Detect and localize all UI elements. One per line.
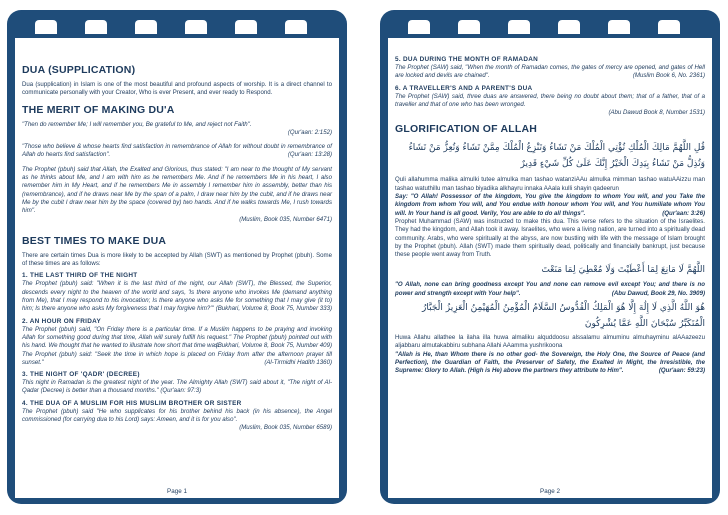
translation-1-ref: (Qur'aan: 3:26)	[662, 209, 705, 217]
time-6-heading: 6. A TRAVELLER'S AND A PARENT'S DUA	[395, 84, 533, 92]
prophet-context: Prophet Muhammad (SAW) was instructed to make this dua. This verse refers to the situation of the Israelites. They had the kingdom, and Allah took it away. Israelites, who were a living nation, are turned into a spiritually dead community. Arabs, who were spiritually at the abyss, are now bustling with life with the message of Islam brought by the Prophet (pbuh). Allah (SWT) made them spiritually dead, politically and financially bankrupt, just because these people went away from Truth.	[395, 217, 705, 259]
time-6-ref: (Abu Dawud Book 8, Number 1531)	[608, 109, 705, 117]
transliteration-3: Huwa Allahu allathee la ilaha illa huwa almaliku alquddoosu alssalamu almuminu almuhayminu alAAazeezu aljabbaru almutakabbiru subhana Allahi AAamma yushrikoona	[395, 334, 705, 350]
binder-tab	[558, 20, 580, 34]
page-2-footer: Page 2	[540, 487, 560, 495]
translation-3-ref: (Qur'aan: 59:23)	[658, 367, 705, 375]
page-2-content	[395, 56, 705, 494]
time-5-heading: 5. DUA DURING THE MONTH OF RAMADAN	[395, 56, 539, 63]
time-2-ref-2: (Al-Tirmidhi Hadith 1360)	[264, 358, 332, 366]
time-4-ref: (Muslim, Book 035, Number 6589)	[239, 424, 332, 432]
page-1-frame	[7, 10, 347, 504]
glorification-title: GLORIFICATION OF ALLAH	[395, 123, 538, 136]
page-1-footer: Page 1	[167, 487, 187, 495]
time-2-ref: (Bukhari, Volume 8, Book 75, Number 409)	[215, 342, 332, 350]
time-2-text: The Prophet (pbuh) said, "On Friday there is a particular time. If a Muslim happens to be praying and invoking Allah for something good during that time, Allah will surely fulfill his request." The Prophet (pbuh) pointed out with his hand. We thought that he wanted to illustrate how short that time was.	[22, 325, 332, 350]
binder-tab	[85, 20, 107, 34]
time-3-text: This night in Ramadan is the greatest night of the year. The Almighty Allah (SWT) said about it, "The night of Al-Qadar (Decree) is better than a thousand months." (Qur'aan: 97:3)	[22, 379, 332, 395]
page-2-sheet	[388, 38, 712, 498]
time-4-text: The Prophet (pbuh) said "He who supplicates for his brother behind his back (in his absence), the Angel commissioned (for carrying dua to his Lord) says: Ameen, and it is for you also".	[22, 407, 332, 424]
time-5-text: The Prophet (SAW) said, "When the month of Ramadan comes, the gates of mercy are opened, and gates of Hell are locked and devils are chained".	[395, 64, 705, 80]
page-1-sheet	[15, 38, 339, 498]
binder-tab	[285, 20, 307, 34]
binder-tab	[185, 20, 207, 34]
binder-tab	[35, 20, 57, 34]
page-1-content	[22, 64, 332, 494]
time-1-text: The Prophet (pbuh) said: "When it is the last third of the night, our Allah (SWT), the Blessed, the Superior, descends every night to the heaven of the world and says, 'Is there anyone who invokes Me (demand anything from Me), that I may respond to his invocation; Is there anyone who asks Me for something that I may give (it to) him; Is there anyone who asks My forgiveness that I may forgive him?'"	[22, 280, 332, 313]
time-5-ref: (Muslim Book 6, No. 2361)	[632, 72, 705, 80]
dua-intro: Dua (supplication) in Islam is one of the most beautiful and profound aspects of worship. It is a direct channel to communicate personally with your Creator, Who is ever Present, and ever ready to Respond.	[22, 81, 332, 97]
best-times-intro: There are certain times Dua is more likely to be accepted by Allah (SWT) as mentioned by Prophet (pbuh). Some of these times are as follows:	[22, 251, 332, 268]
best-times-title: BEST TIMES TO MAKE DUA	[22, 234, 167, 247]
time-2-heading: 2. AN HOUR ON FRIDAY	[22, 317, 102, 325]
time-3-heading: 3. THE NIGHT OF 'QADR' (DECREE)	[22, 371, 140, 379]
arabic-verse-2: اللَّهُمَّ لَا مَانِعَ لِمَا أَعْطَيْتَ وَلَا مُعْطِيَ لِمَا مَنَعْتَ	[541, 265, 705, 276]
translation-2: "O Allah, none can bring goodness except You and none can remove evil except You; and there is no power and strength except with Your help".	[395, 281, 705, 297]
binder-tab	[508, 20, 530, 34]
time-1-heading: 1. THE LAST THIRD OF THE NIGHT	[22, 272, 138, 280]
binder-tab	[235, 20, 257, 34]
transliteration-1: Quli allahumma malika almulki tutee almulka man tashao watanziAAu almulka mimman tashao watuAAizzu man tashao watuthillu man tashao biyadika alkhayru innaka AAala kulli shayin qadeerun	[395, 176, 705, 192]
binder-tabs	[380, 10, 720, 38]
translation-3: "Allah is He, than Whom there is no other god- the Sovereign, the Holy One, the Source of Peace (and Perfection), the Guardian of Faith, the Preserver of Safety, the Exalted in Might, the Irresistible, the Supreme: Glory to Allah. (High is He) above the partners they attribute to Him".	[395, 350, 705, 375]
hadith-text: The Prophet (pbuh) said that Allah, the Exalted and Glorious, thus stated: "I am near to the thought of My servant as he thinks about Me, and I am with him as he remembers Me. And if he remembers Me in his heart, I also remember him in My Heart, and if he remembers Me in assembly I remember him in assembly, better than his (remembrance), and if he draws near Me by the span of a palm, I draw near him by the cubit, and if he draws near Me by the cubit I draw near him by the space (covered by) two hands. And if he walks towards Me, I rush towards him".	[22, 165, 332, 215]
arabic-verse-1: قُلِ اللَّهُمَّ مَالِكَ الْمُلْكِ تُؤْتِي الْمُلْكَ مَنْ تَشَاءُ وَتَنْزِعُ الْمُلْكَ مِمَّنْ تَشَاءُ وَتُعِزُّ مَنْ تَشَاءُ وَتُذِلُّ مَنْ تَشَاءُ بِيَدِكَ الْخَيْرُ إِنَّكَ عَلَىٰ كُلِّ شَيْءٍ قَدِيرٌ	[408, 143, 705, 170]
time-2-text-2: The Prophet (pbuh) said: "Seek the time in which hope is placed on Friday from after the afternoon prayer till sunset."	[22, 350, 332, 366]
quote-1-ref: (Qur'aan: 2:152)	[287, 128, 332, 136]
translation-2-ref: (Abu Dawud, Book 29, No. 3909)	[611, 289, 705, 297]
binder-tabs	[7, 10, 347, 38]
merit-title: THE MERIT OF MAKING DU'A	[22, 103, 175, 116]
hadith-ref: (Muslim, Book 035, Number 6471)	[239, 215, 332, 223]
binder-tab	[608, 20, 630, 34]
translation-1: Say: "O Allah! Possessor of the kingdom, You give the kingdom to whom You will, and you Take the kingdom from whom You will, and You endue with honour whom You will, and You humiliate whom You will. In Your hand is all good. Verily, You are able to do all things".	[395, 193, 705, 217]
time-1-ref: (Bukhari, Volume 8, Book 75, Number 333)	[215, 305, 332, 313]
page-2-frame	[380, 10, 720, 504]
binder-tab	[658, 20, 680, 34]
arabic-verse-3: هُوَ اللَّهُ الَّذِي لَا إِلَٰهَ إِلَّا هُوَ الْمَلِكُ الْقُدُّوسُ السَّلَامُ الْمُؤْمِنُ الْمُهَيْمِنُ الْعَزِيزُ الْجَبَّارُ الْمُتَكَبِّرُ سُبْحَانَ اللَّهِ عَمَّا يُشْرِكُونَ	[422, 303, 705, 330]
time-4-heading: 4. THE DUA OF A MUSLIM FOR HIS MUSLIM BROTHER OR SISTER	[22, 399, 242, 407]
quote-1: "Then do remember Me; I will remember you, Be grateful to Me, and reject not Faith".	[22, 120, 252, 128]
quote-2: "Those who believe & whose hearts find satisfaction in remembrance of Allah for without doubt in remembrance of Allah do hearts find satisfaction".	[22, 143, 332, 159]
binder-tab	[135, 20, 157, 34]
dua-title: DUA (SUPPLICATION)	[22, 64, 136, 76]
quote-2-ref: (Qur'aan: 13:28)	[287, 151, 332, 159]
time-6-text: The Prophet (SAW) said, three duas are answered, there being no doubt about them; that of a father, that of a traveller and that of one who has been wronged.	[395, 92, 705, 108]
binder-tab	[408, 20, 430, 34]
binder-tab	[458, 20, 480, 34]
